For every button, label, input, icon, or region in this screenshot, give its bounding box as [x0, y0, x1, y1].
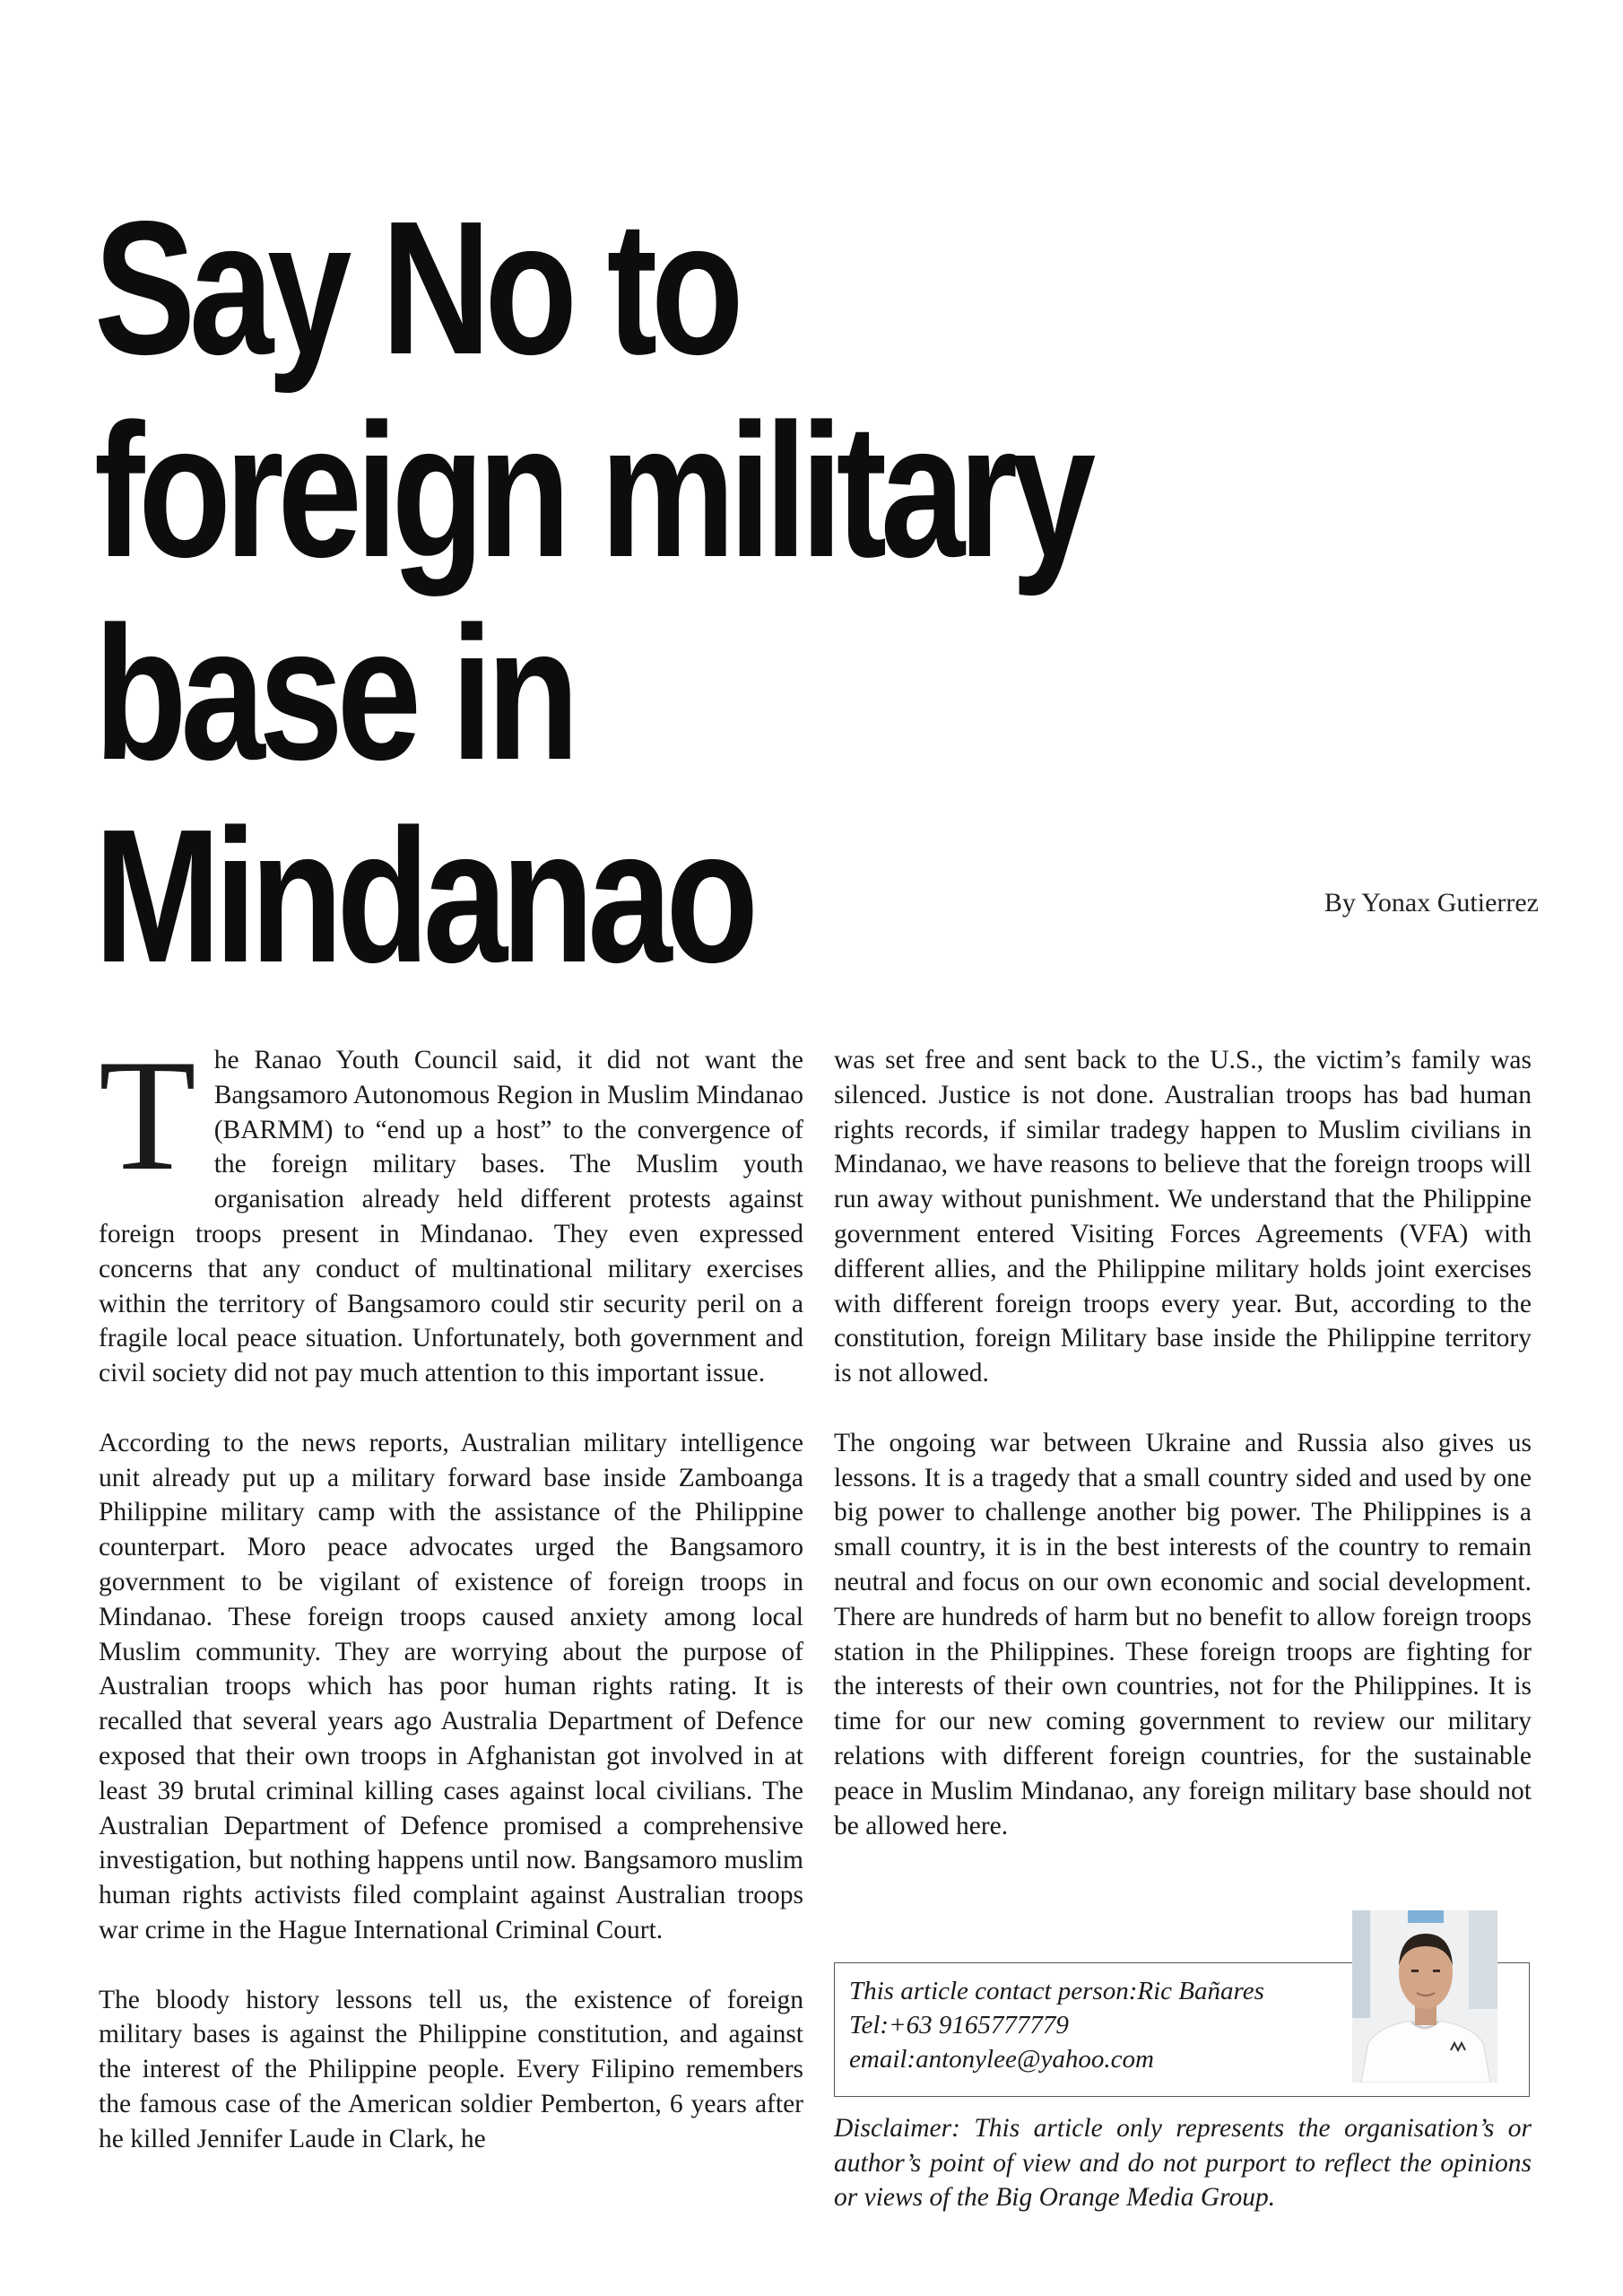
title-line: Mindanao	[94, 789, 752, 1002]
byline: By Yonax Gutierrez	[1324, 888, 1539, 918]
contact-phone: Tel:+63 9165777779	[849, 2011, 1069, 2039]
paragraph: The bloody history lessons tell us, the existence of foreign military bases is against the Philippine constitution, and against the interest of the Philippine people. Every Filipino remembers the famous case of the American soldier Pemberton, 6 years after he killed Jennifer Laude in Clark, he	[99, 1985, 803, 2153]
left-column	[99, 1026, 803, 2191]
disclaimer: Disclaimer: This article only represents the organisation’s or author’s point of view and do not purport to reflect the opinions or views of the Big Orange Media Group.	[834, 2114, 1532, 2212]
paragraph: was set free and sent back to the U.S., the victim’s family was silenced. Justice is not done. Australian troops has bad human rights records, if similar tradegy happen to Muslim civilians in Mindanao, we have reasons to believe that the foreign troops will run away without punishment. We understand that the Philippine government entered Visiting Forces Agreements (VFA) with different allies, and the Philippine military holds joint exercises with different foreign troops every year. But, according to the constitution, foreign Military base inside the Philippine territory is not allowed.	[834, 1046, 1532, 1388]
contact-photo	[1352, 1910, 1497, 2083]
title-line: Say No to	[94, 181, 738, 394]
drop-cap: T	[99, 1026, 196, 1204]
contact-person: This article contact person:Ric Bañares	[849, 1977, 1264, 2005]
paragraph: According to the news reports, Australian military intelligence unit already put up a military forward base inside Zamboanga Philippine military camp with the assistance of the Philippine counterpart. Moro peace advocates urged the Bangsamoro government to be vigilant of existence of foreign troops in Mindanao. These foreign troops caused anxiety among local Muslim community. They are worrying about the purpose of Australian troops which has poor human rights rating. It is recalled that several years ago Australia Department of Defence exposed that their own troops in Afghanistan got involved in at least 39 brutal criminal killing cases against local civilians. The Australian Department of Defence promised a comprehensive investigation, but nothing happens until now. Bangsamoro muslim human rights activists filed complaint against Australian troops war crime in the Hague International Criminal Court.	[99, 1428, 803, 1944]
right-column	[834, 1043, 1532, 1878]
contact-email: email:antonylee@yahoo.com	[849, 2045, 1154, 2074]
person-photo-icon	[1352, 1910, 1497, 2083]
article-title	[94, 181, 1089, 1002]
paragraph: The ongoing war between Ukraine and Russia also gives us lessons. It is a tragedy that a small country sided and used by one big power to challenge another big power. The Philippines is a small country, it is in the best interests of the country to remain neutral and focus on our own economic and social development. There are hundreds of harm but no benefit to allow foreign troops station in the Philippines. These foreign troops are fighting for the interests of their own countries, not for the Philippines. It is time for our new coming government to review our military relations with different foreign countries, for the sustainable peace in Muslim Mindanao, any foreign military base should not be allowed here.	[834, 1428, 1532, 1840]
paragraph	[99, 1026, 803, 1391]
title-line: foreign military	[94, 384, 1089, 596]
paragraph-text: he Ranao Youth Council said, it did not want the Bangsamoro Autonomous Region in Muslim Mindanao (BARMM) to “end up a host” to the convergence of the foreign military bases. The Muslim youth organisation already held different protests against foreign troops present in Mindanao. They even expressed concerns that any conduct of multinational military exercises within the territory of Bangsamoro could stir security peril on a fragile local peace situation. Unfortunately, both government and civil society did not pay much attention to this important issue.	[99, 1046, 803, 1388]
title-line: base in	[94, 587, 574, 799]
contact-details	[849, 1974, 1264, 2076]
